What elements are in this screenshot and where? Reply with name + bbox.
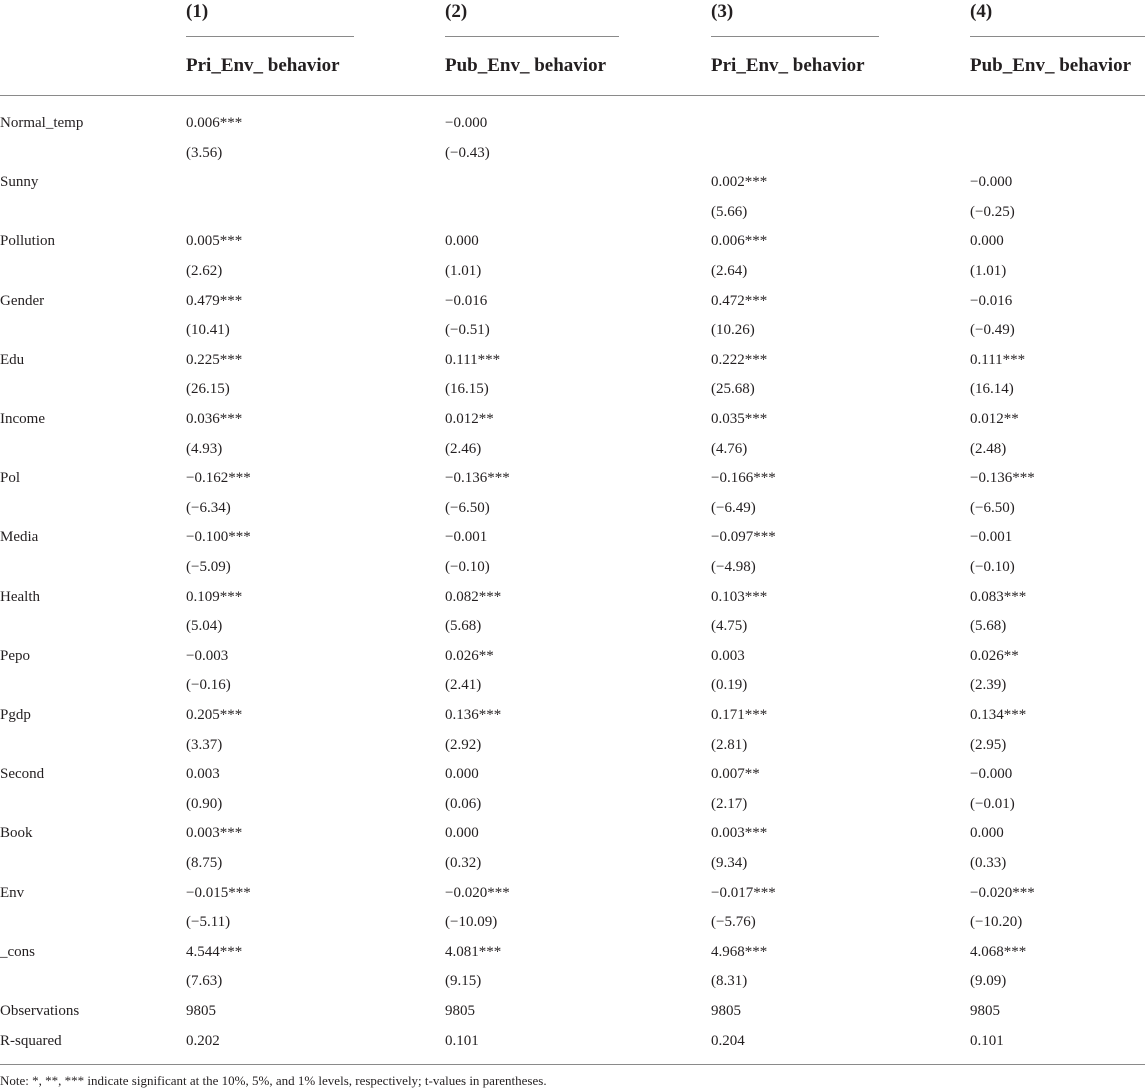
table-cell-col1: 0.003 <box>186 766 220 783</box>
table-cell-col1: (3.37) <box>186 736 223 753</box>
table-cell-col3: 0.003*** <box>711 825 768 842</box>
table-cell-col3: (10.26) <box>711 322 755 339</box>
table-cell-col4: (−0.10) <box>970 559 1015 575</box>
table-cell-col4: −0.001 <box>970 529 1013 546</box>
column-rule-4 <box>970 36 1145 37</box>
column-dependent-variable-4: Pub_Env_ behavior <box>970 55 1132 76</box>
table-cell-col3: 0.006*** <box>711 233 768 250</box>
table-cell-col4: −0.020*** <box>970 884 1035 901</box>
table-bottom-rule <box>0 1064 1145 1065</box>
table-cell-col4: 0.083*** <box>970 588 1027 605</box>
table-cell-col2: (9.15) <box>445 973 482 990</box>
table-cell-col3: (−4.98) <box>711 559 756 575</box>
table-cell-col1: −0.162*** <box>186 470 251 487</box>
table-cell-col3: (25.68) <box>711 381 755 398</box>
table-cell-col2: (5.68) <box>445 618 482 635</box>
table-cell-col3: (2.81) <box>711 736 748 753</box>
table-cell-col1: 0.202 <box>186 1032 220 1049</box>
table-cell-col3: 0.472*** <box>711 292 768 309</box>
table-cell-col3: 0.103*** <box>711 588 768 605</box>
row-label: Pollution <box>0 233 56 250</box>
table-cell-col1: 0.109*** <box>186 588 243 605</box>
table-cell-col3: 0.222*** <box>711 351 768 368</box>
table-cell-col2: −0.020*** <box>445 884 510 901</box>
table-cell-col4: −0.000 <box>970 174 1013 191</box>
table-cell-col4: (−6.50) <box>970 499 1015 516</box>
table-cell-col2: (0.06) <box>445 795 482 812</box>
table-cell-col1: 0.006*** <box>186 115 243 131</box>
table-cell-col3: −0.166*** <box>711 470 776 487</box>
table-cell-col4: 4.068*** <box>970 943 1027 960</box>
table-cell-col3: (2.17) <box>711 795 748 812</box>
table-cell-col4: (2.95) <box>970 736 1007 753</box>
table-cell-col4: (1.01) <box>970 263 1007 279</box>
table-cell-col2: (−0.10) <box>445 559 490 575</box>
table-cell-col2: 0.101 <box>445 1032 479 1049</box>
table-cell-col1: −0.015*** <box>186 884 251 901</box>
table-cell-col1: 9805 <box>186 1003 216 1019</box>
table-cell-col1: (−6.34) <box>186 499 231 516</box>
column-number-4: (4) <box>970 1 993 22</box>
table-cell-col2: 0.136*** <box>445 707 502 723</box>
row-label: Sunny <box>0 174 39 191</box>
table-cell-col4: (2.48) <box>970 440 1007 457</box>
table-cell-col3: (4.76) <box>711 440 748 457</box>
table-cell-col2: (0.32) <box>445 855 482 871</box>
table-cell-col4: 0.000 <box>970 825 1004 842</box>
table-cell-col3: −0.017*** <box>711 884 776 901</box>
row-label: Pol <box>0 470 21 487</box>
table-cell-col3: (5.66) <box>711 203 748 220</box>
row-label: Observations <box>0 1003 80 1019</box>
table-cell-col4: 0.111*** <box>970 351 1026 368</box>
row-label: Pgdp <box>0 707 31 723</box>
table-cell-col1: 0.225*** <box>186 351 243 368</box>
table-cell-col3: 0.035*** <box>711 411 768 427</box>
table-cell-col4: 0.134*** <box>970 707 1027 723</box>
table-cell-col2: (2.46) <box>445 440 482 457</box>
table-cell-col3: (9.34) <box>711 855 748 871</box>
table-cell-col1: 0.005*** <box>186 233 243 250</box>
row-label: Second <box>0 766 45 783</box>
table-cell-col3: 0.204 <box>711 1032 745 1049</box>
column-rule-1 <box>186 36 354 37</box>
table-cell-col1: 0.036*** <box>186 411 243 427</box>
column-dependent-variable-1: Pri_Env_ behavior <box>186 55 340 76</box>
table-cell-col2: 0.111*** <box>445 351 501 368</box>
table-cell-col1: 0.003*** <box>186 825 243 842</box>
row-label: Gender <box>0 292 45 309</box>
column-dependent-variable-2: Pub_Env_ behavior <box>445 55 607 76</box>
table-cell-col1: −0.100*** <box>186 529 251 546</box>
table-cell-col2: 0.000 <box>445 766 479 783</box>
table-cell-col3: (−5.76) <box>711 914 756 931</box>
row-label: R-squared <box>0 1032 62 1049</box>
table-cell-col1: (−5.09) <box>186 559 231 575</box>
table-cell-col2: (2.92) <box>445 736 482 753</box>
table-cell-col2: (−0.43) <box>445 144 490 161</box>
table-cell-col2: (1.01) <box>445 263 482 279</box>
table-cell-col2: (−6.50) <box>445 499 490 516</box>
table-cell-col4: (−0.25) <box>970 203 1015 220</box>
table-cell-col1: (5.04) <box>186 618 223 635</box>
table-cell-col1: (4.93) <box>186 440 223 457</box>
table-cell-col4: 9805 <box>970 1003 1000 1019</box>
table-cell-col4: −0.016 <box>970 292 1013 309</box>
row-label: Health <box>0 588 40 605</box>
table-cell-col1: (7.63) <box>186 973 223 990</box>
table-cell-col2: 0.026** <box>445 647 494 664</box>
table-cell-col4: 0.000 <box>970 233 1004 250</box>
table-cell-col1: (−5.11) <box>186 914 231 931</box>
row-label: _cons <box>0 943 35 960</box>
row-label: Income <box>0 411 45 427</box>
table-cell-col2: 4.081*** <box>445 943 502 960</box>
row-label: Env <box>0 884 25 901</box>
table-cell-col1: (10.41) <box>186 322 230 339</box>
table-cell-col2: 9805 <box>445 1003 475 1019</box>
table-cell-col4: (0.33) <box>970 855 1007 871</box>
table-cell-col2: 0.000 <box>445 825 479 842</box>
table-cell-col4: (−0.49) <box>970 322 1015 339</box>
table-note: Note: *, **, *** indicate significant at the 10%, 5%, and 1% levels, respectively; t-values in parentheses. <box>0 1073 547 1088</box>
table-cell-col4: (2.39) <box>970 677 1007 694</box>
table-cell-col2: (−0.51) <box>445 322 490 339</box>
table-cell-col2: (2.41) <box>445 677 482 694</box>
table-cell-col1: 0.479*** <box>186 292 243 309</box>
column-number-2: (2) <box>445 1 468 22</box>
column-rule-3 <box>711 36 879 37</box>
column-number-3: (3) <box>711 1 734 22</box>
table-cell-col1: 0.205*** <box>186 707 243 723</box>
table-cell-col1: (0.90) <box>186 795 223 812</box>
table-cell-col3: −0.097*** <box>711 529 776 546</box>
table-cell-col1: −0.003 <box>186 647 229 664</box>
row-label: Book <box>0 825 33 842</box>
table-cell-col1: 4.544*** <box>186 943 243 960</box>
row-label: Media <box>0 529 39 546</box>
column-dependent-variable-3: Pri_Env_ behavior <box>711 55 865 76</box>
row-label: Edu <box>0 351 25 368</box>
table-cell-col3: (8.31) <box>711 973 748 990</box>
table-cell-col1: (8.75) <box>186 855 223 871</box>
table-cell-col4: 0.101 <box>970 1032 1004 1049</box>
table-cell-col3: (−6.49) <box>711 499 756 516</box>
table-cell-col3: 0.003 <box>711 647 745 664</box>
table-cell-col3: 9805 <box>711 1003 741 1019</box>
table-cell-col1: (2.62) <box>186 263 223 279</box>
row-label: Normal_temp <box>0 115 84 131</box>
row-label: Pepo <box>0 647 30 664</box>
table-cell-col1: (−0.16) <box>186 677 231 694</box>
table-cell-col2: −0.001 <box>445 529 488 546</box>
table-cell-col2: 0.012** <box>445 411 494 427</box>
table-cell-col3: 4.968*** <box>711 943 768 960</box>
table-cell-col3: 0.002*** <box>711 174 768 191</box>
table-cell-col4: (−0.01) <box>970 795 1015 812</box>
table-cell-col2: −0.000 <box>445 115 488 131</box>
table-cell-col2: −0.016 <box>445 292 488 309</box>
table-cell-col2: −0.136*** <box>445 470 510 487</box>
table-cell-col1: (3.56) <box>186 144 223 161</box>
table-cell-col4: (9.09) <box>970 973 1007 990</box>
table-cell-col4: (−10.20) <box>970 914 1023 931</box>
table-cell-col3: (4.75) <box>711 618 748 635</box>
header-bottom-rule <box>0 95 1145 96</box>
table-cell-col3: 0.171*** <box>711 707 768 723</box>
table-cell-col4: (16.14) <box>970 381 1014 398</box>
table-cell-col2: (−10.09) <box>445 914 498 931</box>
table-cell-col1: (26.15) <box>186 381 230 398</box>
table-cell-col2: 0.082*** <box>445 588 502 605</box>
table-cell-col4: (5.68) <box>970 618 1007 635</box>
table-cell-col4: −0.000 <box>970 766 1013 783</box>
table-cell-col3: (2.64) <box>711 263 748 279</box>
table-cell-col2: (16.15) <box>445 381 489 398</box>
table-cell-col4: 0.012** <box>970 411 1019 427</box>
column-number-1: (1) <box>186 1 209 22</box>
table-cell-col3: 0.007** <box>711 766 760 783</box>
table-cell-col4: 0.026** <box>970 647 1019 664</box>
column-rule-2 <box>445 36 619 37</box>
table-cell-col4: −0.136*** <box>970 470 1035 487</box>
table-cell-col2: 0.000 <box>445 233 479 250</box>
table-cell-col3: (0.19) <box>711 677 748 694</box>
